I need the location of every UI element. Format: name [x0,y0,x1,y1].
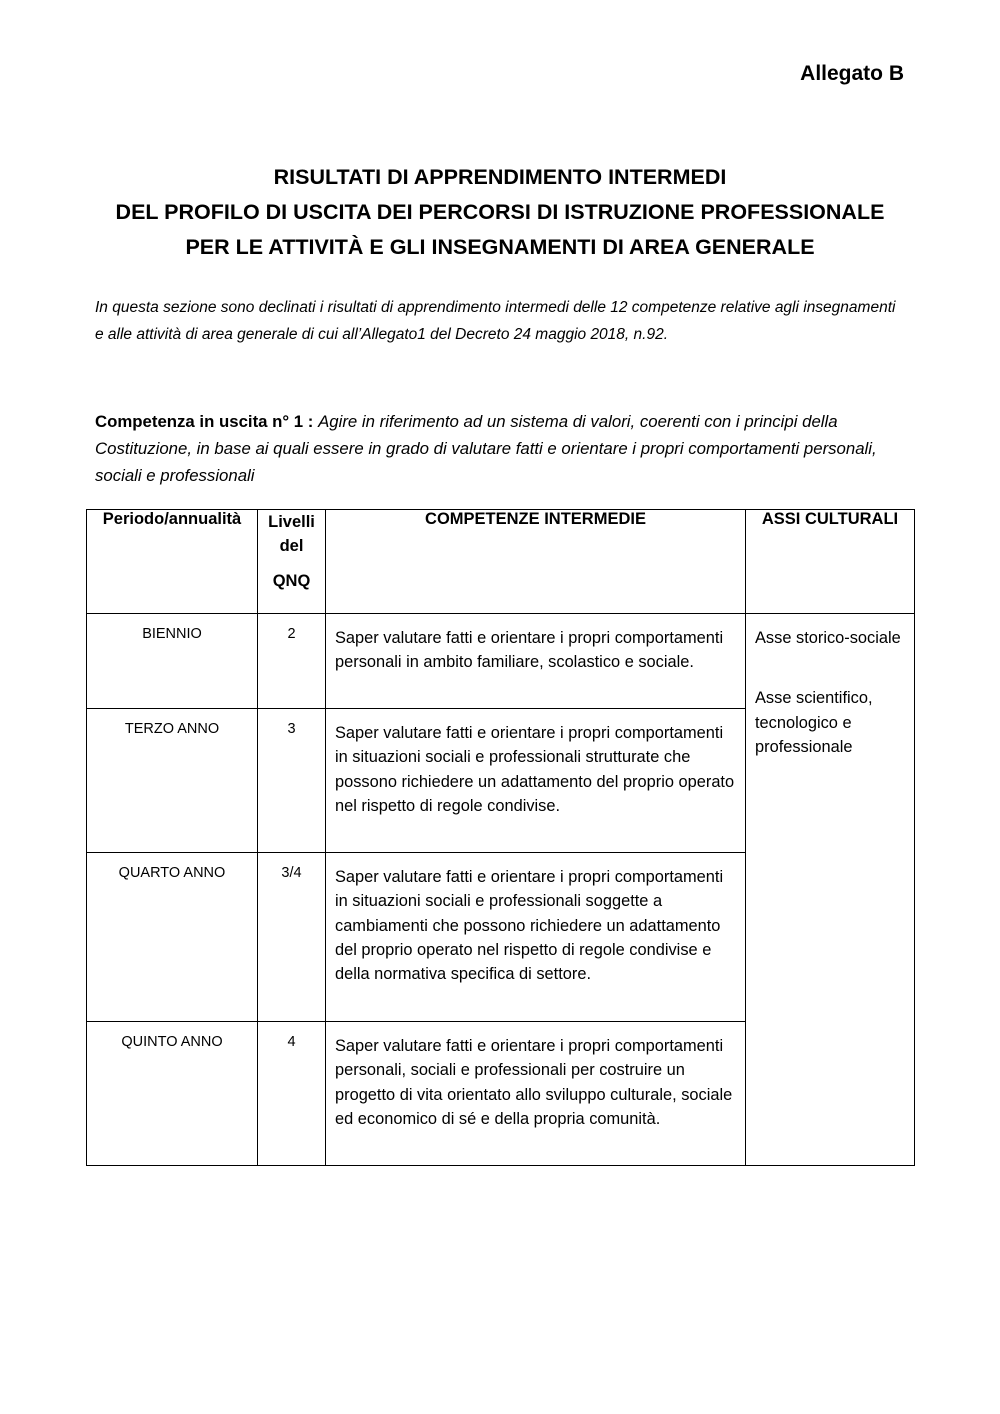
document-title [60,160,940,265]
asse-storico-sociale: Asse storico-sociale [755,629,901,647]
table-row [87,614,915,709]
row-period: QUINTO ANNO [87,1022,258,1166]
header-competenze: COMPETENZE INTERMEDIE [326,510,746,614]
row-period: TERZO ANNO [87,709,258,853]
row-period: QUARTO ANNO [87,853,258,1022]
header-level-line-3: QNQ [272,572,311,590]
annex-label: Allegato B [800,62,904,85]
title-line-1: RISULTATI DI APPRENDIMENTO INTERMEDI [273,165,727,189]
intro-paragraph: In questa sezione sono declinati i risultati di apprendimento intermedi delle 12 competenze relative agli insegnamenti e alle attività di area generale di cui all’Allegato1 del Decreto 24 maggio 2018, n.92. [95,299,896,343]
table-header-row [87,510,915,614]
row-competenza: Saper valutare fatti e orientare i propri comportamenti in situazioni sociali e professionali strutturate che possono richiedere un adattamento del proprio operato nel rispetto di regole condivise. [326,709,746,853]
competenza-label: Competenza in uscita n° 1 : [95,412,314,431]
row-competenza: Saper valutare fatti e orientare i propri comportamenti in situazioni sociali e professionali soggette a cambiamenti che possono richiedere un adattamento del proprio operato nel rispetto di regole condivise e della normativa specifica di settore. [326,853,746,1022]
asse-scientifico-tecnologico: Asse scientifico, tecnologico e professionale [755,689,873,756]
header-period: Periodo/annualità [87,510,258,614]
header-assi: ASSI CULTURALI [746,510,915,614]
row-level: 2 [258,614,326,709]
header-level-line-1: Livelli [268,513,315,531]
row-competenza: Saper valutare fatti e orientare i propri comportamenti personali in ambito familiare, scolastico e sociale. [326,614,746,709]
row-level: 4 [258,1022,326,1166]
row-level: 3 [258,709,326,853]
title-line-2: DEL PROFILO DI USCITA DEI PERCORSI DI ISTRUZIONE PROFESSIONALE [115,200,885,224]
competenza-description: Agire in riferimento ad un sistema di valori, coerenti con i principi della Costituzione, in base ai quali essere in grado di valutare fatti e orientare i propri comportamenti personali, sociali e professionali [95,412,877,485]
row-level: 3/4 [258,853,326,1022]
header-level-line-2: del [279,537,304,555]
assi-culturali-cell [746,614,915,1166]
row-competenza: Saper valutare fatti e orientare i propri comportamenti personali, sociali e professionali per costruire un progetto di vita orientato allo sviluppo culturale, sociale ed economico di sé e della propria comunità. [326,1022,746,1166]
row-period: BIENNIO [87,614,258,709]
competenze-table [86,509,915,1166]
header-level [258,510,326,614]
competenza-paragraph [95,408,910,489]
title-line-3: PER LE ATTIVITÀ E GLI INSEGNAMENTI DI AREA GENERALE [185,235,815,259]
